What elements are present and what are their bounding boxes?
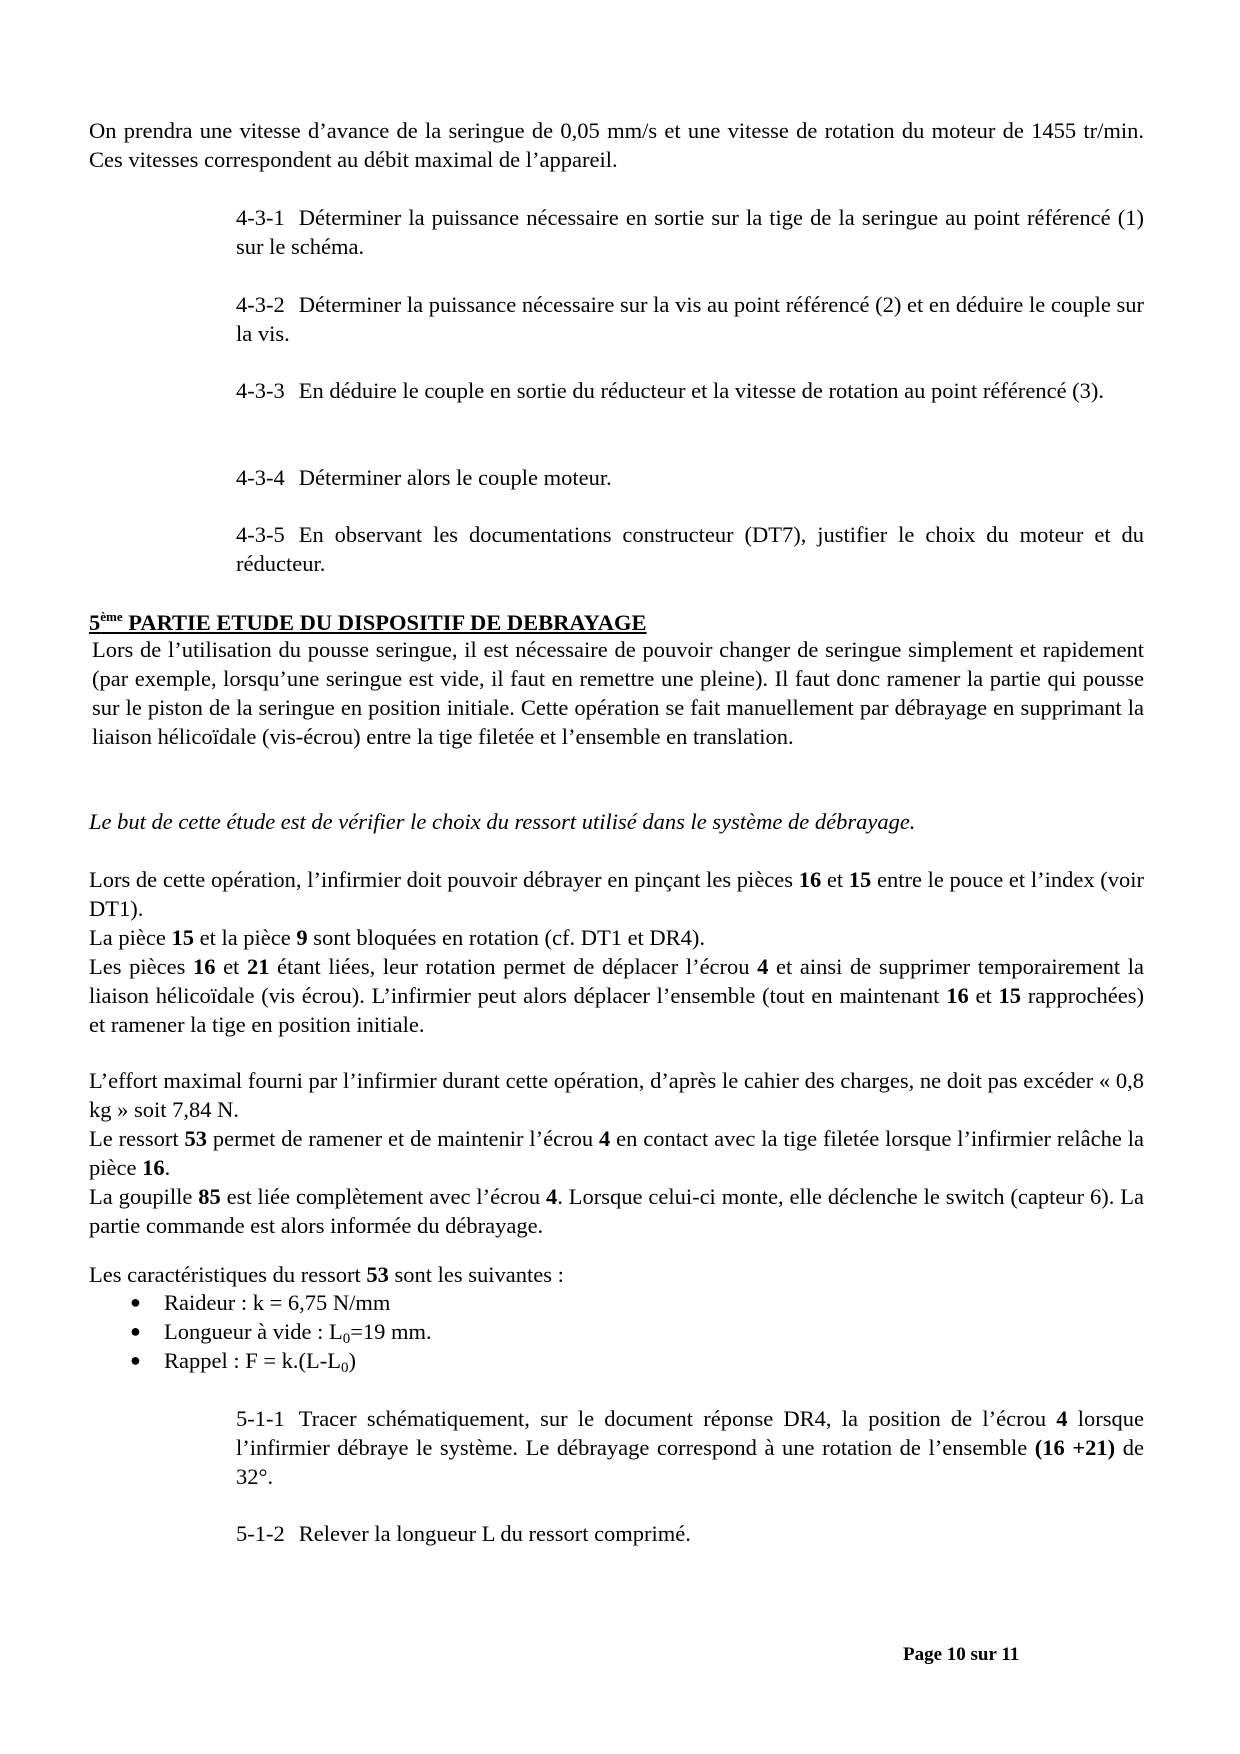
study-goal bbox=[89, 807, 1144, 836]
paragraph-3: Les pièces 16 et 21 étant liées, leur rotation permet de déplacer l’écrou 4 et ainsi de supprimer temporairement la liaison hélicoïdale (vis écrou). L’infirmier peut alors déplacer l’ensemble (tout en maintenant 16 et 15 rapprochées) et ramener la tige en position initiale. bbox=[89, 954, 1144, 1037]
question-4-3-1 bbox=[236, 203, 1144, 261]
question-4-3-4 bbox=[236, 463, 1144, 492]
paragraph-4: L’effort maximal fourni par l’infirmier durant cette opération, d’après le cahier des charges, ne doit pas excéder « 0,8 kg » soit 7,84 N. bbox=[89, 1068, 1144, 1122]
question-number: 5-1-2 bbox=[236, 1521, 285, 1546]
question-5-1-2 bbox=[236, 1519, 1144, 1548]
question-number: 4-3-4 bbox=[236, 465, 285, 490]
paragraph-6: La goupille 85 est liée complètement avec l’écrou 4. Lorsque celui-ci monte, elle déclenche le switch (capteur 6). La partie commande est alors informée du débrayage. bbox=[89, 1184, 1144, 1238]
question-text: Déterminer alors le couple moteur. bbox=[298, 465, 612, 490]
paragraph-5: Le ressort 53 permet de ramener et de maintenir l’écrou 4 en contact avec la tige filetée lorsque l’infirmier relâche la pièce 16. bbox=[89, 1126, 1144, 1180]
intro-paragraph bbox=[89, 116, 1144, 174]
question-text: En observant les documentations constructeur (DT7), justifier le choix du moteur et du réducteur. bbox=[236, 522, 1144, 576]
list-item: ● Rappel : $F = k.(L-L_0)$ bbox=[130, 1348, 357, 1376]
question-number: 5-1-1 bbox=[236, 1406, 285, 1431]
section-number-superscript: ème bbox=[100, 609, 123, 624]
bullet-icon: ● bbox=[130, 1350, 141, 1370]
question-4-3-3 bbox=[236, 376, 1144, 405]
question-text: En déduire le couple en sortie du réducteur et la vitesse de rotation au point référencé (3). bbox=[298, 378, 1105, 403]
paragraph-2: La pièce 15 et la pièce 9 sont bloquées en rotation (cf. DT1 et DR4). bbox=[89, 925, 706, 950]
list-item: ● Raideur : k = 6,75 N/mm bbox=[130, 1290, 391, 1315]
question-4-3-2 bbox=[236, 290, 1144, 348]
paragraph-1: Lors de cette opération, l’infirmier doit pouvoir débrayer en pinçant les pièces 16 et 15 entre le pouce et l’index (voir DT1). bbox=[89, 867, 1144, 921]
question-text: Relever la longueur L du ressort comprimé. bbox=[298, 1521, 691, 1546]
paragraph-effort bbox=[89, 1066, 1144, 1240]
question-number: 4-3-3 bbox=[236, 378, 285, 403]
question-text: Déterminer la puissance nécessaire sur la vis au point référencé (2) et en déduire le couple sur la vis. bbox=[236, 292, 1144, 346]
question-4-3-5 bbox=[236, 520, 1144, 578]
spring-specs-list bbox=[130, 1288, 432, 1375]
section-5-intro bbox=[92, 635, 1144, 751]
question-text: Déterminer la puissance nécessaire en sortie sur la tige de la seringue au point référencé (1) sur le schéma. bbox=[236, 205, 1144, 259]
section-intro-text: Lors de l’utilisation du pousse seringue, il est nécessaire de pouvoir changer de seringue simplement et rapidement (par exemple, lorsqu’une seringue est vide, il faut en remettre une pleine). Il faut donc ramener la partie qui pousse sur le piston de la seringue en position initiale. Cette opération se fait manuellement par débrayage en supprimant la liaison hélicoïdale (vis-écrou) entre la tige filetée et l’ensemble en translation. bbox=[92, 637, 1144, 749]
spring-characteristics-intro: Les caractéristiques du ressort 53 sont les suivantes : bbox=[89, 1262, 564, 1287]
bullet-icon: ● bbox=[130, 1321, 141, 1341]
question-number: 4-3-5 bbox=[236, 522, 285, 547]
paragraph-operation bbox=[89, 865, 1144, 1039]
section-5-title bbox=[89, 608, 647, 637]
list-item: ● Longueur à vide : $L_0=19$ mm. bbox=[130, 1319, 432, 1347]
question-number: 4-3-1 bbox=[236, 205, 285, 230]
section-number: 5 bbox=[89, 610, 101, 635]
question-number: 4-3-2 bbox=[236, 292, 285, 317]
bullet-icon: ● bbox=[130, 1292, 141, 1312]
study-goal-text: Le but de cette étude est de vérifier le choix du ressort utilisé dans le système de débrayage. bbox=[89, 809, 916, 834]
intro-text: On prendra une vitesse d’avance de la seringue de 0,05 mm/s et une vitesse de rotation du moteur de 1455 tr/min. Ces vitesses correspondent au débit maximal de l’appareil. bbox=[89, 118, 1144, 172]
page-number: Page 10 sur 11 bbox=[903, 1644, 1020, 1665]
section-title-text: PARTIE ETUDE DU DISPOSITIF DE DEBRAYAGE bbox=[122, 610, 647, 635]
question-5-1-1: 5-1-1 Tracer schématiquement, sur le document réponse DR4, la position de l’écrou 4 lorsque l’infirmier débraye le système. Le débrayage correspond à une rotation de l’ensemble (16 +21) de 32°. bbox=[236, 1406, 1144, 1489]
